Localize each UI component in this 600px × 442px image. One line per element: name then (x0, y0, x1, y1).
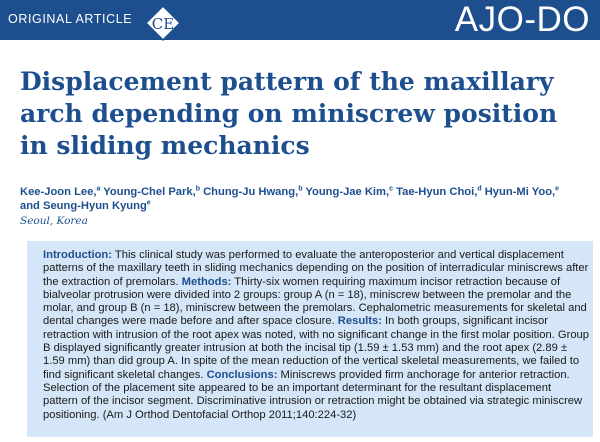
abstract-introduction-text: This clinical study was performed to evaluate the anteroposterior and vertical displacement patterns of the maxillary teeth in sliding mechanics depending on the position of interradicular miniscrews after the extraction of premolars. (43, 249, 589, 288)
author-affiliation: c (389, 185, 393, 193)
author-name: Chung-Ju Hwang, (203, 186, 299, 198)
author-location: Seoul, Korea (20, 215, 88, 227)
abstract-introduction-heading: Introduction: (43, 249, 112, 261)
author-affiliation: e (555, 185, 560, 193)
author-name: Young-Jae Kim, (305, 186, 390, 198)
author-list (20, 185, 590, 213)
author-name: Young-Chel Park, (103, 186, 196, 198)
abstract-text (43, 249, 589, 422)
ce-badge-text: CE (151, 15, 175, 33)
author-name: and Seung-Hyun Kyung (20, 200, 147, 212)
article-title: Displacement pattern of the maxillary arch depending on miniscrew position in sliding mechanics (20, 67, 558, 160)
abstract-conclusions-heading: Conclusions: (206, 368, 278, 381)
abstract-methods-heading: Methods: (181, 275, 232, 288)
author-affiliation: e (146, 199, 151, 207)
section-label: ORIGINAL ARTICLE (8, 12, 133, 26)
author-name: Hyun-Mi Yoo, (484, 186, 556, 198)
journal-logo: AJO-DO (454, 0, 590, 39)
abstract-results-heading: Results: (337, 315, 382, 328)
author-name: Kee-Joon Lee, (20, 186, 97, 198)
author-affiliation: d (477, 185, 482, 193)
author-name: Tae-Hyun Choi, (396, 186, 478, 198)
author-affiliation: b (195, 185, 200, 193)
author-affiliation: a (96, 185, 101, 193)
abstract-methods-text: Thirty-six women requiring maximum incisor retraction because of bialveolar protrusion were divided into 2 groups: group A (n = 18), miniscrew between the premolar and the molar, and group B (n = 18), miniscrew between the premolars. Cephalometric measurements for skeletal and dental changes were made before and after space closure. (43, 275, 587, 328)
ce-badge-icon (143, 3, 183, 43)
abstract-conclusions-text: Miniscrews provided firm anchorage for anterior retraction. Selection of the placement site appeared to be an important determinant for the resultant displacement pattern of the incisor segment. Discriminative intrusion or retraction might be obtained via strategic miniscrew positioning. (Am J Orthod Dentofacial Orthop 2011;140:224-32) (43, 368, 583, 421)
abstract-results-text: In both groups, significant incisor retraction with intrusion of the root apex was noted, with no significant change in the first molar position. Group B displayed significantly greater intrusion at both the incisal tip (1.59 ± 1.53 mm) and the root apex (2.89 ± 1.59 mm) than did group A. In spite of the mean reduction of the vertical skeletal measurements, we failed to find significant skeletal changes. (43, 315, 589, 381)
author-affiliation: b (298, 185, 303, 193)
